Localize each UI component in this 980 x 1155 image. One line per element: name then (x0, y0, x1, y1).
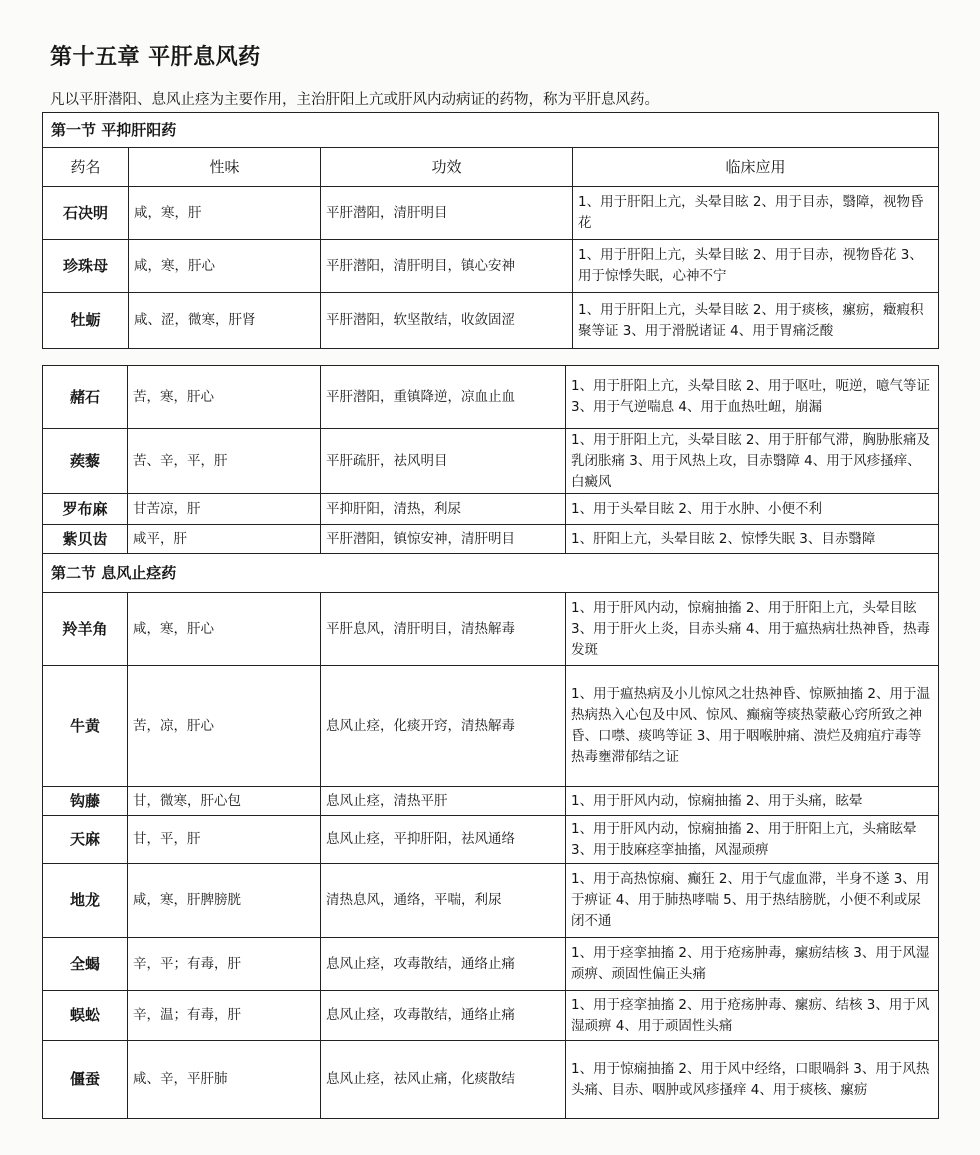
table-row (43, 864, 939, 938)
table-row (43, 666, 939, 787)
drug-name: 蜈蚣 (43, 991, 128, 1041)
property-taste: 辛，温；有毒，肝 (128, 991, 321, 1041)
section-heading-row (43, 113, 939, 148)
drug-name: 全蝎 (43, 938, 128, 991)
table-row (43, 429, 939, 494)
efficacy: 平肝潜阳，镇惊安神，清肝明目 (321, 525, 566, 554)
clinical-use: 1、用于肝阳上亢，头晕目眩 2、用于呕吐，呃逆，噫气等证 3、用于气逆喘息 4、用于血热吐衄，崩漏 (566, 366, 939, 429)
efficacy: 平肝潜阳，清肝明目，镇心安神 (321, 240, 573, 293)
property-taste: 咸，寒，肝心 (128, 593, 321, 666)
property-taste: 咸，寒，肝脾膀胱 (128, 864, 321, 938)
column-header-clinical-use: 临床应用 (573, 148, 939, 187)
property-taste: 甘，平，肝 (128, 816, 321, 864)
table-calm-liver-yang (42, 112, 939, 349)
drug-name: 罗布麻 (43, 494, 128, 525)
efficacy: 息风止痉，清热平肝 (321, 787, 566, 816)
section-heading-row (43, 554, 939, 593)
efficacy: 息风止痉，化痰开窍，清热解毒 (321, 666, 566, 787)
drug-name: 牡蛎 (43, 293, 129, 349)
column-header-property-taste: 性味 (129, 148, 321, 187)
drug-name: 蒺藜 (43, 429, 128, 494)
clinical-use: 1、用于痉挛抽搐 2、用于疮疡肿毒，瘰疬结核 3、用于风湿顽痹、顽固性偏正头痛 (566, 938, 939, 991)
clinical-use: 1、用于肝阳上亢，头晕目眩 2、用于痰核，瘰疬，癥瘕积聚等证 3、用于滑脱诸证 4、用于胃痛泛酸 (573, 293, 939, 349)
drug-name: 石决明 (43, 187, 129, 240)
property-taste: 辛，平；有毒，肝 (128, 938, 321, 991)
property-taste: 甘，微寒，肝心包 (128, 787, 321, 816)
clinical-use: 1、用于肝风内动，惊痫抽搐 2、用于肝阳上亢，头晕目眩 3、用于肝火上炎，目赤头痛 4、用于瘟热病壮热神昏，热毒发斑 (566, 593, 939, 666)
clinical-use: 1、用于肝阳上亢，头晕目眩 2、用于肝郁气滞，胸胁胀痛及乳闭胀痛 3、用于风热上攻，目赤翳障 4、用于风疹搔痒、白癜风 (566, 429, 939, 494)
clinical-use: 1、用于头晕目眩 2、用于水肿、小便不利 (566, 494, 939, 525)
property-taste: 咸、涩，微寒，肝肾 (129, 293, 321, 349)
efficacy: 息风止痉，祛风止痛，化痰散结 (321, 1041, 566, 1119)
clinical-use: 1、用于惊痫抽搐 2、用于风中经络，口眼喎斜 3、用于风热头痛、目赤、咽肿或风疹搔痒 4、用于痰核、瘰疬 (566, 1041, 939, 1119)
table-row (43, 240, 939, 293)
drug-name: 地龙 (43, 864, 128, 938)
property-taste: 甘苦凉，肝 (128, 494, 321, 525)
property-taste: 咸、辛，平肝肺 (128, 1041, 321, 1119)
efficacy: 平肝潜阳，软坚散结，收敛固涩 (321, 293, 573, 349)
clinical-use: 1、用于肝阳上亢，头晕目眩 2、用于目赤，视物昏花 3、用于惊悸失眠，心神不宁 (573, 240, 939, 293)
efficacy: 平肝潜阳，清肝明目 (321, 187, 573, 240)
table-row (43, 494, 939, 525)
drug-name: 羚羊角 (43, 593, 128, 666)
table-row (43, 1041, 939, 1119)
efficacy: 平肝疏肝，祛风明目 (321, 429, 566, 494)
table-row (43, 366, 939, 429)
table-row (43, 593, 939, 666)
section-heading: 第一节 平抑肝阳药 (43, 113, 939, 148)
efficacy: 平肝息风，清肝明目，清热解毒 (321, 593, 566, 666)
clinical-use: 1、用于肝风内动，惊痫抽搐 2、用于头痛，眩晕 (566, 787, 939, 816)
table-row (43, 938, 939, 991)
property-taste: 苦，寒，肝心 (128, 366, 321, 429)
drug-name: 赭石 (43, 366, 128, 429)
efficacy: 息风止痉，平抑肝阳，祛风通络 (321, 816, 566, 864)
clinical-use: 1、用于瘟热病及小儿惊风之壮热神昏、惊厥抽搐 2、用于温热病热入心包及中风、惊风、癫痫等痰热蒙蔽心窍所致之神昏、口噤、痰鸣等证 3、用于咽喉肿痛、溃烂及痈疽疔毒等热毒壅滞郁结之证 (566, 666, 939, 787)
clinical-use: 1、肝阳上亢，头晕目眩 2、惊悸失眠 3、目赤翳障 (566, 525, 939, 554)
clinical-use: 1、用于痉挛抽搐 2、用于疮疡肿毒、瘰疬、结核 3、用于风湿顽痹 4、用于顽固性头痛 (566, 991, 939, 1041)
property-taste: 咸平，肝 (128, 525, 321, 554)
table-row (43, 991, 939, 1041)
efficacy: 平肝潜阳，重镇降逆，凉血止血 (321, 366, 566, 429)
column-header-drug-name: 药名 (43, 148, 129, 187)
property-taste: 咸，寒，肝 (129, 187, 321, 240)
column-header-efficacy: 功效 (321, 148, 573, 187)
property-taste: 咸，寒，肝心 (129, 240, 321, 293)
drug-name: 天麻 (43, 816, 128, 864)
table-row (43, 787, 939, 816)
drug-name: 珍珠母 (43, 240, 129, 293)
drug-name: 牛黄 (43, 666, 128, 787)
efficacy: 清热息风，通络，平喘，利尿 (321, 864, 566, 938)
chapter-intro: 凡以平肝潜阳、息风止痉为主要作用，主治肝阳上亢或肝风内动病证的药物，称为平肝息风药。 (50, 92, 659, 108)
table-row (43, 293, 939, 349)
header-row (43, 148, 939, 187)
property-taste: 苦，凉，肝心 (128, 666, 321, 787)
efficacy: 平抑肝阳，清热，利尿 (321, 494, 566, 525)
table-row (43, 525, 939, 554)
table-row (43, 816, 939, 864)
drug-name: 钩藤 (43, 787, 128, 816)
table-row (43, 187, 939, 240)
drug-name: 僵蚕 (43, 1041, 128, 1119)
section-heading: 第二节 息风止痉药 (43, 554, 939, 593)
table-extinguish-wind (42, 365, 939, 1119)
efficacy: 息风止痉，攻毒散结，通络止痛 (321, 991, 566, 1041)
efficacy: 息风止痉，攻毒散结，通络止痛 (321, 938, 566, 991)
clinical-use: 1、用于肝阳上亢，头晕目眩 2、用于目赤，翳障，视物昏花 (573, 187, 939, 240)
drug-name: 紫贝齿 (43, 525, 128, 554)
chapter-title: 第十五章 平肝息风药 (50, 45, 261, 70)
property-taste: 苦、辛，平，肝 (128, 429, 321, 494)
clinical-use: 1、用于高热惊痫、癫狂 2、用于气虚血滞，半身不遂 3、用于痹证 4、用于肺热哮喘 5、用于热结膀胱，小便不利或尿闭不通 (566, 864, 939, 938)
clinical-use: 1、用于肝风内动，惊痫抽搐 2、用于肝阳上亢，头痛眩晕 3、用于肢麻痉挛抽搐，风湿顽痹 (566, 816, 939, 864)
